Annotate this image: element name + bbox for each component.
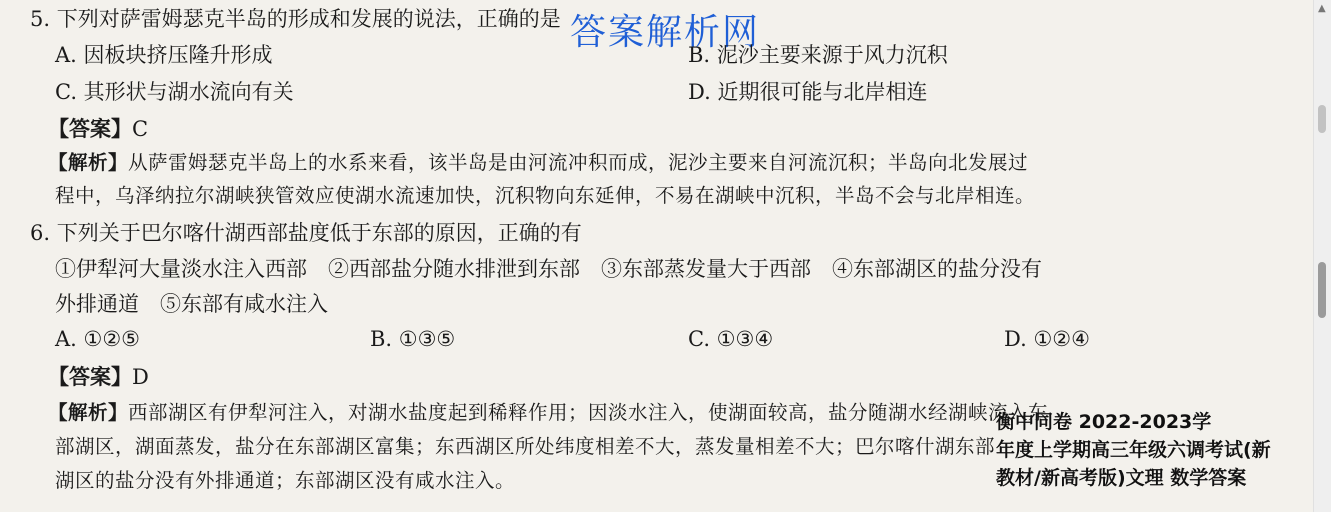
q5-option-d: D. 近期很可能与北岸相连 xyxy=(688,80,928,104)
source-caption-line-3: 教材/新高考版)文理 数学答案 xyxy=(996,467,1247,489)
q5-analysis-line-2: 程中，乌泽纳拉尔湖峡狭管效应使湖水流速加快，沉积物向东延伸，不易在湖峡中沉积，半岛不会与北岸相连。 xyxy=(55,184,1036,207)
q6-answer-value: D xyxy=(132,365,149,389)
q5-analysis-text-1: 从萨雷姆瑟克半岛上的水系来看，该半岛是由河流冲积而成，泥沙主要来自河流沉积；半岛向北发展过 xyxy=(128,151,1029,174)
q5-answer-row xyxy=(48,116,148,142)
scrollbar-thumb[interactable] xyxy=(1318,262,1326,318)
q5-answer-value: C xyxy=(132,117,149,141)
q5-answer-label: 【答案】 xyxy=(48,116,132,141)
q5-option-b: B. 泥沙主要来源于风力沉积 xyxy=(688,43,948,67)
q6-option-b: B. ①③⑤ xyxy=(370,327,456,351)
q6-analysis-label: 【解析】 xyxy=(48,401,129,424)
q6-analysis-line-2: 部湖区，湖面蒸发，盐分在东部湖区富集；东西湖区所处纬度相差不大，蒸发量相差不大；巴尔喀什湖东部 xyxy=(55,435,996,458)
q6-option-d: D. ①②④ xyxy=(1004,327,1090,351)
q6-stem: 6. 下列关于巴尔喀什湖西部盐度低于东部的原因，正确的有 xyxy=(30,221,582,245)
watermark-text: 答案解析网 xyxy=(570,12,761,53)
source-caption-line-1: 衡中同卷 2022-2023学 xyxy=(996,411,1212,433)
q5-stem: 5. 下列对萨雷姆瑟克半岛的形成和发展的说法，正确的是 xyxy=(30,7,561,31)
q6-answer-row xyxy=(48,364,149,390)
vertical-scrollbar[interactable] xyxy=(1313,0,1331,512)
source-caption-line-2: 年度上学期高三年级六调考试(新 xyxy=(996,439,1271,461)
q5-analysis-label: 【解析】 xyxy=(48,151,129,174)
scroll-up-arrow-icon[interactable]: ▲ xyxy=(1318,3,1326,14)
q6-analysis-line-1 xyxy=(48,400,1048,426)
q6-items-line-2: 外排通道 ⑤东部有咸水注入 xyxy=(55,292,328,316)
q5-option-a: A. 因板块挤压隆升形成 xyxy=(55,43,273,67)
q6-analysis-line-3: 湖区的盐分没有外排通道；东部湖区没有咸水注入。 xyxy=(55,469,516,492)
q5-analysis-line-1 xyxy=(48,150,1028,176)
scrollbar-thumb-upper[interactable] xyxy=(1318,105,1326,133)
q6-option-a: A. ①②⑤ xyxy=(55,327,140,351)
q5-option-c: C. 其形状与湖水流向有关 xyxy=(55,80,294,104)
source-caption xyxy=(996,408,1296,492)
q6-option-c: C. ①③④ xyxy=(688,327,774,351)
q6-analysis-text-1: 西部湖区有伊犁河注入，对湖水盐度起到稀释作用；因淡水注入，使湖面较高，盐分随湖水经湖峡流入东 xyxy=(128,401,1049,424)
q6-items-line-1: ①伊犁河大量淡水注入西部 ②西部盐分随水排泄到东部 ③东部蒸发量大于西部 ④东部湖区的盐分没有 xyxy=(55,257,1042,281)
q6-answer-label: 【答案】 xyxy=(48,364,132,389)
